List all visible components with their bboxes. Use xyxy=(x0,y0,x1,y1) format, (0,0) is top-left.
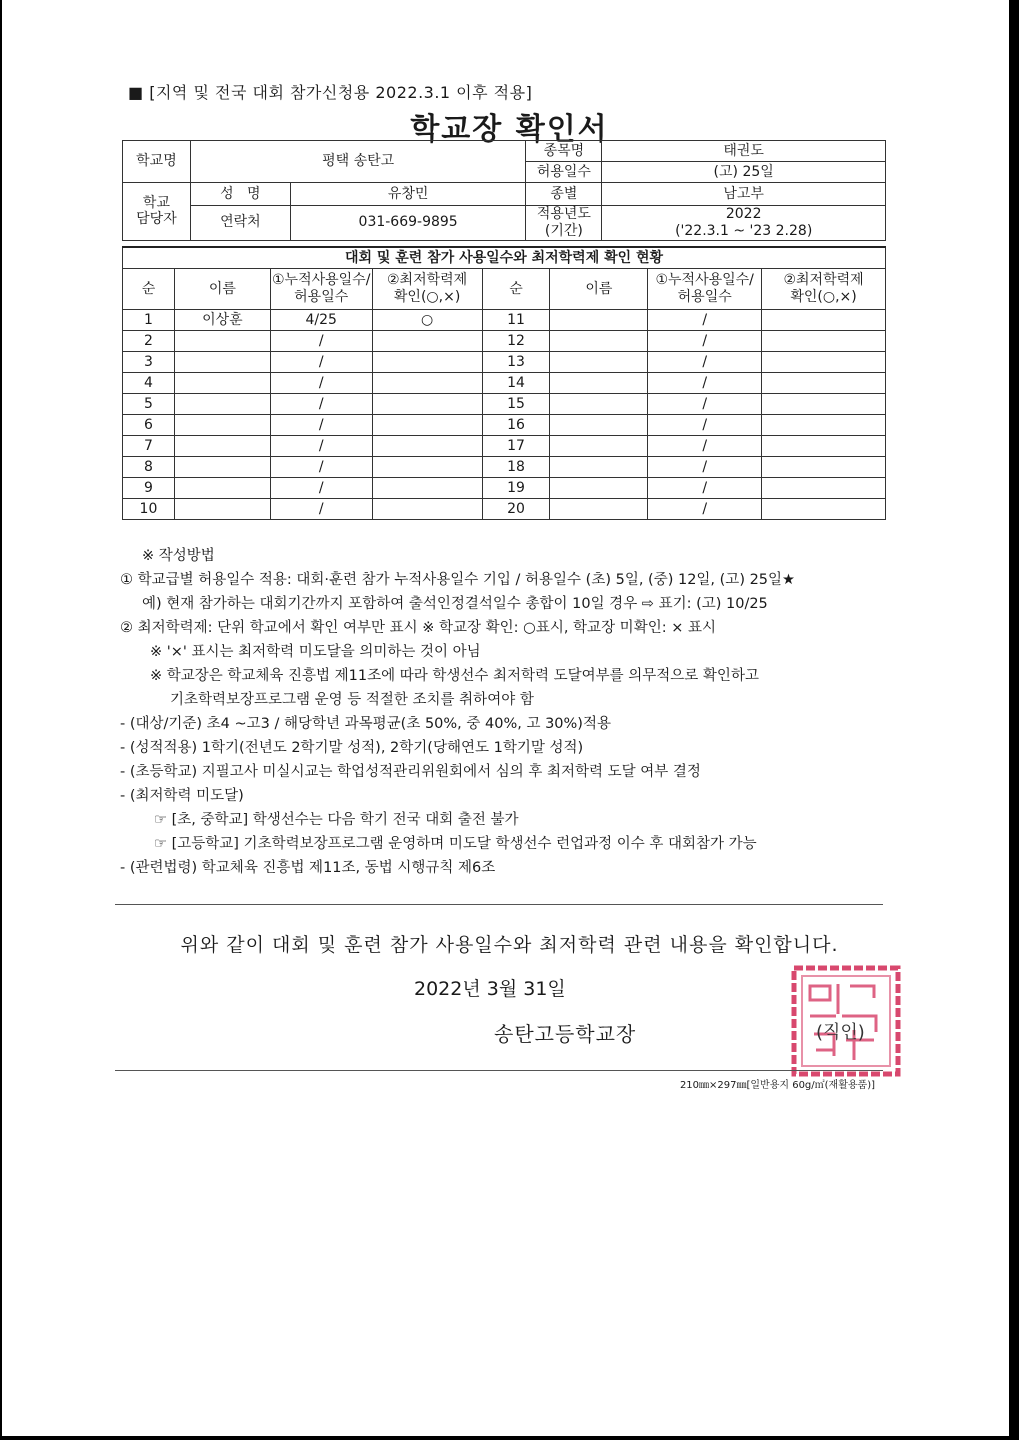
manager-label-line2: 담당자 xyxy=(136,211,177,228)
row-name xyxy=(174,373,270,394)
row-min xyxy=(762,352,886,373)
allowed-days-value: (고) 25일 xyxy=(602,162,886,183)
row-days: / xyxy=(648,394,762,415)
row-name xyxy=(550,415,648,436)
row-min xyxy=(762,310,886,331)
row-no: 19 xyxy=(482,478,550,499)
contact-label: 연락처 xyxy=(190,206,290,241)
row-days: / xyxy=(270,394,372,415)
sport-label: 종목명 xyxy=(526,141,602,162)
row-days: / xyxy=(270,331,372,352)
col-min-2-line1: ②최저학력제 xyxy=(783,272,864,289)
manager-label-line1: 학교 xyxy=(142,194,170,211)
year-label xyxy=(526,206,602,241)
row-no: 9 xyxy=(123,478,175,499)
col-name: 이름 xyxy=(174,269,270,310)
col-days xyxy=(270,269,372,310)
row-no: 11 xyxy=(482,310,550,331)
row-name xyxy=(550,373,648,394)
row-min: ○ xyxy=(372,310,482,331)
row-no: 10 xyxy=(123,499,175,520)
guide-line: ※ '×' 표시는 최저학력 미도달을 의미하는 것이 아님 xyxy=(150,644,481,660)
participation-status-table xyxy=(122,246,886,520)
row-name xyxy=(174,331,270,352)
row-min xyxy=(762,436,886,457)
row-no: 1 xyxy=(123,310,175,331)
table-row xyxy=(123,436,886,457)
row-min xyxy=(372,478,482,499)
row-min xyxy=(762,394,886,415)
row-no: 6 xyxy=(123,415,175,436)
category-label: 종별 xyxy=(526,183,602,206)
row-no: 13 xyxy=(482,352,550,373)
row-days: / xyxy=(648,373,762,394)
row-no: 7 xyxy=(123,436,175,457)
row-name xyxy=(550,310,648,331)
row-name xyxy=(174,352,270,373)
col-no: 순 xyxy=(123,269,175,310)
row-days: / xyxy=(270,478,372,499)
page-edge-right xyxy=(1009,0,1019,1440)
guide-line: - (관련법령) 학교체육 진흥법 제11조, 동법 시행규칙 제6조 xyxy=(120,860,496,876)
status-table-caption: 대회 및 훈련 참가 사용일수와 최저학력제 확인 현황 xyxy=(123,247,886,269)
category-value: 남고부 xyxy=(602,183,886,206)
row-name xyxy=(550,499,648,520)
row-name xyxy=(550,436,648,457)
row-days: 4/25 xyxy=(270,310,372,331)
col-days-line1: ①누적사용일수/ xyxy=(272,272,371,289)
row-min xyxy=(372,436,482,457)
row-no: 20 xyxy=(482,499,550,520)
col-min-line1: ②최저학력제 xyxy=(387,272,468,289)
row-min xyxy=(372,415,482,436)
row-name xyxy=(550,352,648,373)
row-no: 12 xyxy=(482,331,550,352)
row-days: / xyxy=(648,499,762,520)
row-name xyxy=(174,478,270,499)
row-name xyxy=(550,394,648,415)
year-value-line1: 2022 xyxy=(725,206,762,222)
form-notice: ■ [지역 및 전국 대회 참가신청용 2022.3.1 이후 적용] xyxy=(128,83,533,102)
table-row xyxy=(123,310,886,331)
issue-date: 2022년 3월 31일 xyxy=(414,978,566,1000)
row-min xyxy=(762,499,886,520)
table-row xyxy=(123,457,886,478)
row-no: 3 xyxy=(123,352,175,373)
page-edge-bottom xyxy=(0,1436,1019,1440)
col-days-2-line2: 허용일수 xyxy=(677,289,732,305)
school-label: 학교명 xyxy=(123,141,191,183)
row-name xyxy=(174,499,270,520)
guide-line: ☞ [고등학교] 기초학력보장프로그램 운영하며 미도달 학생선수 런업과정 이수 후 대회참가 가능 xyxy=(154,836,757,852)
writing-guide xyxy=(120,544,890,880)
table-row xyxy=(123,478,886,499)
guide-line: - (성적적용) 1학기(전년도 2학기말 성적), 2학기(당해연도 1학기말 성적) xyxy=(120,740,584,756)
row-min xyxy=(372,394,482,415)
row-days: / xyxy=(270,352,372,373)
guide-line: ① 학교급별 허용일수 적용: 대회·훈련 참가 누적사용일수 기입 / 허용일수 (초) 5일, (중) 12일, (고) 25일★ xyxy=(120,572,796,588)
row-min xyxy=(372,499,482,520)
row-name xyxy=(174,436,270,457)
guide-line: 기초학력보장프로그램 운영 등 적절한 조치를 취하여야 함 xyxy=(170,692,534,708)
name-label: 성 명 xyxy=(190,183,290,206)
col-days-2 xyxy=(648,269,762,310)
row-min xyxy=(372,352,482,373)
row-days: / xyxy=(648,415,762,436)
manager-label xyxy=(123,183,191,241)
sport-value: 태권도 xyxy=(602,141,886,162)
row-name: 이상훈 xyxy=(174,310,270,331)
row-min xyxy=(372,457,482,478)
table-row xyxy=(123,331,886,352)
row-name xyxy=(174,394,270,415)
col-days-line2: 허용일수 xyxy=(294,289,349,305)
row-name xyxy=(174,457,270,478)
row-days: / xyxy=(648,352,762,373)
col-name-2: 이름 xyxy=(550,269,648,310)
row-min xyxy=(372,373,482,394)
table-row xyxy=(123,352,886,373)
row-min xyxy=(762,331,886,352)
row-no: 5 xyxy=(123,394,175,415)
school-value: 평택 송탄고 xyxy=(190,141,526,183)
contact-value: 031-669-9895 xyxy=(290,206,526,241)
period-value: ('22.3.1 ~ '23 2.28) xyxy=(675,222,813,239)
row-no: 2 xyxy=(123,331,175,352)
col-min xyxy=(372,269,482,310)
row-days: / xyxy=(648,478,762,499)
row-min xyxy=(762,478,886,499)
row-name xyxy=(550,331,648,352)
row-days: / xyxy=(648,457,762,478)
guide-line: - (초등학교) 지필고사 미실시교는 학업성적관리위원회에서 심의 후 최저학력 도달 여부 결정 xyxy=(120,764,701,780)
year-value xyxy=(602,206,886,241)
school-info-table xyxy=(122,140,886,241)
table-row xyxy=(123,373,886,394)
guide-line: ☞ [초, 중학교] 학생선수는 다음 학기 전국 대회 출전 불가 xyxy=(154,812,519,828)
row-days: / xyxy=(270,436,372,457)
table-row xyxy=(123,394,886,415)
row-days: / xyxy=(270,457,372,478)
row-min xyxy=(372,331,482,352)
row-days: / xyxy=(648,331,762,352)
row-no: 4 xyxy=(123,373,175,394)
period-label: (기간) xyxy=(544,222,583,239)
row-days: / xyxy=(648,436,762,457)
divider xyxy=(115,1070,883,1071)
row-days: / xyxy=(270,415,372,436)
guide-line: 예) 현재 참가하는 대회기간까지 포함하여 출석인정결석일수 총합이 10일 경우 ⇨ 표기: (고) 10/25 xyxy=(142,596,768,612)
col-min-2 xyxy=(762,269,886,310)
row-no: 8 xyxy=(123,457,175,478)
document-title: 학교장 확인서 xyxy=(410,112,609,147)
confirmation-statement: 위와 같이 대회 및 훈련 참가 사용일수와 최저학력 관련 내용을 확인합니다. xyxy=(180,934,839,956)
principal-name: 송탄고등학교장 xyxy=(494,1022,637,1046)
row-no: 14 xyxy=(482,373,550,394)
row-no: 15 xyxy=(482,394,550,415)
col-no-2: 순 xyxy=(482,269,550,310)
seal-label: (직인) xyxy=(816,1022,865,1043)
guide-line: - (대상/기준) 초4 ~고3 / 해당학년 과목평균(초 50%, 중 40%, 고 30%)적용 xyxy=(120,716,611,732)
col-min-2-line2: 확인(○,×) xyxy=(790,289,857,305)
guide-heading: ※ 작성방법 xyxy=(142,548,215,564)
row-name xyxy=(550,478,648,499)
page-edge-left xyxy=(0,0,2,1440)
row-days: / xyxy=(270,499,372,520)
col-days-2-line1: ①누적사용일수/ xyxy=(655,272,754,289)
row-days: / xyxy=(648,310,762,331)
row-min xyxy=(762,457,886,478)
guide-line: - (최저학력 미도달) xyxy=(120,788,244,804)
guide-line: ② 최저학력제: 단위 학교에서 확인 여부만 표시 ※ 학교장 확인: ○표시, 학교장 미확인: × 표시 xyxy=(120,620,716,636)
row-name xyxy=(550,457,648,478)
row-name xyxy=(174,415,270,436)
row-no: 18 xyxy=(482,457,550,478)
year-label-line1: 적용년도 xyxy=(536,206,591,222)
row-min xyxy=(762,373,886,394)
row-days: / xyxy=(270,373,372,394)
table-row xyxy=(123,499,886,520)
row-no: 16 xyxy=(482,415,550,436)
paper-spec: 210㎜×297㎜[일반용지 60g/㎡(재활용품)] xyxy=(679,1080,875,1091)
allowed-days-label: 허용일수 xyxy=(526,162,602,183)
divider xyxy=(115,904,883,905)
row-no: 17 xyxy=(482,436,550,457)
guide-line: ※ 학교장은 학교체육 진흥법 제11조에 따라 학생선수 최저학력 도달여부를 의무적으로 확인하고 xyxy=(150,668,759,684)
table-row xyxy=(123,415,886,436)
col-min-line2: 확인(○,×) xyxy=(393,289,461,305)
row-min xyxy=(762,415,886,436)
name-value: 유창민 xyxy=(290,183,526,206)
